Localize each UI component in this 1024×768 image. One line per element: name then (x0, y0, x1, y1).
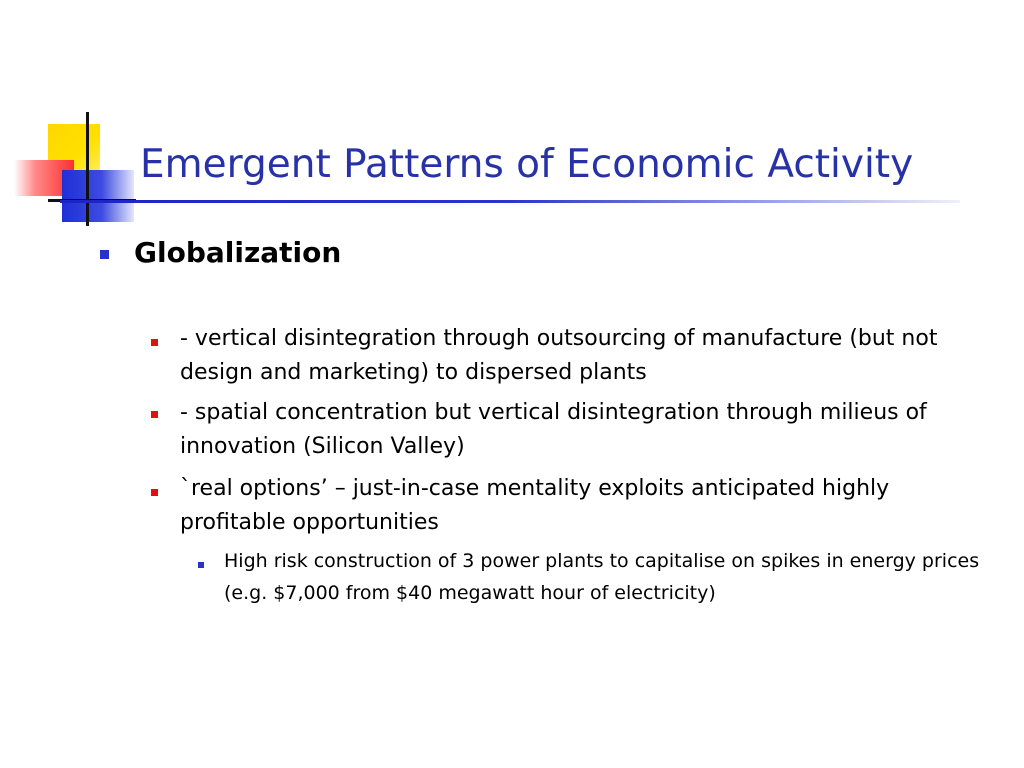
level1-bullet-icon (100, 250, 109, 259)
decorative-squares-logo (0, 0, 140, 240)
heading-globalization: Globalization (134, 236, 342, 269)
bullet-point-3: `real options’ – just-in-case mentality exploits anticipated highly profitable opportunities (180, 476, 890, 535)
title-underline-rule (60, 200, 960, 203)
level2-bullet-icon (151, 411, 158, 418)
slide-title: Emergent Patterns of Economic Activity (140, 142, 914, 187)
level2-bullet-icon (151, 339, 158, 346)
vertical-crosshair-line (86, 112, 89, 226)
bullet-point-1: - vertical disintegration through outsourcing of manufacture (but not design and marketing) to dispersed plants (180, 326, 938, 385)
sub-bullet-point-1: High risk construction of 3 power plants to capitalise on spikes in energy prices (e.g. $7,000 from $40 megawatt hour of electricity) (224, 550, 980, 604)
level3-bullet-icon (198, 562, 204, 568)
level2-bullet-icon (151, 489, 158, 496)
blue-square (62, 170, 134, 222)
bullet-point-2: - spatial concentration but vertical disintegration through milieus of innovation (Silicon Valley) (180, 400, 927, 459)
